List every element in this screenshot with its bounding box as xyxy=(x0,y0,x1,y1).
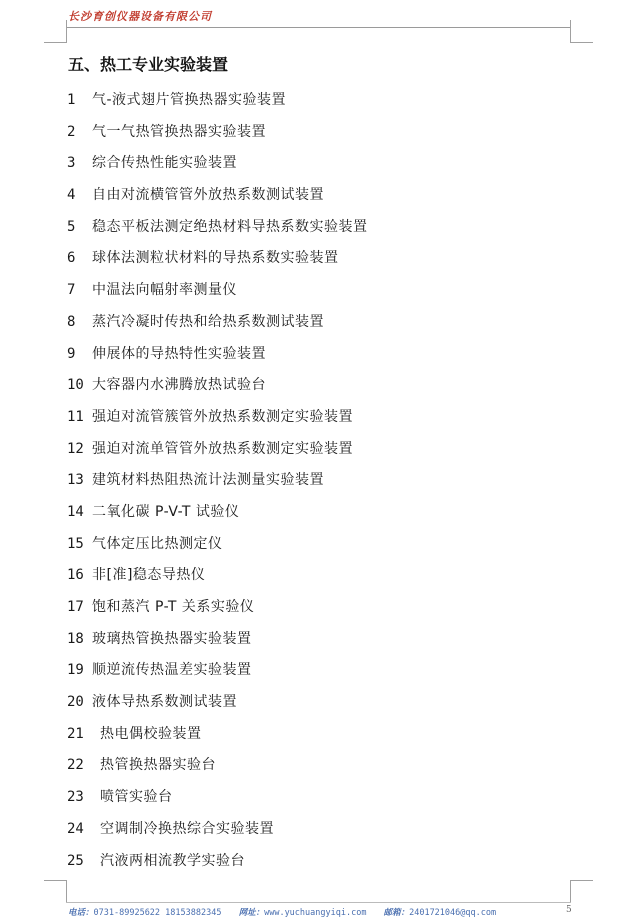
item-text: 气一气热管换热器实验装置 xyxy=(92,123,266,140)
item-text: 气体定压比热测定仪 xyxy=(92,535,223,552)
list-item xyxy=(67,310,368,342)
list-item xyxy=(67,120,368,152)
list-item xyxy=(67,215,368,247)
item-number: 5 xyxy=(67,218,76,235)
item-number: 11 xyxy=(67,408,84,425)
item-number: 21 xyxy=(67,725,84,742)
item-number: 19 xyxy=(67,662,84,679)
list-item xyxy=(67,151,368,183)
item-text: 顺逆流传热温差实验装置 xyxy=(92,662,252,679)
crop-mark-bottom-right xyxy=(570,880,593,903)
item-number: 2 xyxy=(67,123,76,140)
item-number: 18 xyxy=(67,630,84,647)
item-number: 22 xyxy=(67,757,84,774)
item-number: 15 xyxy=(67,535,84,552)
item-text: 非[准]稳态导热仪 xyxy=(92,567,206,584)
item-text: 热电偶校验装置 xyxy=(100,725,202,742)
item-number: 4 xyxy=(67,187,76,204)
item-number: 12 xyxy=(67,440,84,457)
item-number: 10 xyxy=(67,377,84,394)
list-item xyxy=(67,690,368,722)
email-value[interactable]: 2401721046@qq.com xyxy=(409,908,497,918)
item-text: 伸展体的导热特性实验装置 xyxy=(92,345,266,362)
crop-mark-bottom-left xyxy=(44,880,67,903)
list-item xyxy=(67,246,368,278)
item-text: 中温法向幅射率测量仪 xyxy=(92,282,237,299)
list-item xyxy=(67,785,368,817)
item-number: 13 xyxy=(67,472,84,489)
equipment-list xyxy=(67,88,368,880)
item-text: 汽液两相流教学实验台 xyxy=(100,852,245,869)
item-text: 空调制冷换热综合实验装置 xyxy=(100,820,274,837)
list-item xyxy=(67,658,368,690)
page-number: 5 xyxy=(566,905,572,915)
list-item xyxy=(67,88,368,120)
item-number: 23 xyxy=(67,789,84,806)
list-item xyxy=(67,500,368,532)
list-item xyxy=(67,342,368,374)
item-text: 稳态平板法测定绝热材料导热系数实验装置 xyxy=(92,218,368,235)
list-item xyxy=(67,563,368,595)
phone-label: 电话： xyxy=(68,908,94,918)
item-text: 大容器内水沸腾放热试验台 xyxy=(92,377,266,394)
list-item xyxy=(67,278,368,310)
list-item xyxy=(67,532,368,564)
item-text: 气-液式翅片管换热器实验装置 xyxy=(92,92,287,108)
list-item xyxy=(67,627,368,659)
list-item xyxy=(67,753,368,785)
list-item xyxy=(67,468,368,500)
item-number: 14 xyxy=(67,503,84,520)
crop-mark-top-right xyxy=(570,20,593,43)
item-text: 液体导热系数测试装置 xyxy=(92,694,237,711)
item-number: 25 xyxy=(67,852,84,869)
item-number: 16 xyxy=(67,567,84,584)
list-item xyxy=(67,722,368,754)
item-number: 24 xyxy=(67,820,84,837)
list-item xyxy=(67,817,368,849)
item-text: 喷管实验台 xyxy=(100,789,173,806)
item-number: 20 xyxy=(67,694,84,711)
item-number: 7 xyxy=(67,282,76,299)
email-label: 邮箱： xyxy=(383,908,410,918)
list-item xyxy=(67,595,368,627)
item-text: 二氧化碳 P-V-T 试验仪 xyxy=(92,503,240,520)
web-label: 网址： xyxy=(238,908,265,918)
phone-value: 0731-89925622 18153882345 xyxy=(93,908,222,918)
item-text: 蒸汽冷凝时传热和给热系数测试装置 xyxy=(92,313,324,330)
footer-divider xyxy=(66,902,571,903)
footer-contact xyxy=(68,906,496,918)
web-value[interactable]: www.yuchuangyiqi.com xyxy=(264,908,367,918)
list-item xyxy=(67,183,368,215)
crop-mark-top-left xyxy=(44,20,67,43)
item-text: 热管换热器实验台 xyxy=(100,757,216,774)
item-number: 1 xyxy=(67,92,76,108)
section-title: 五、热工专业实验装置 xyxy=(68,55,229,74)
list-item xyxy=(67,405,368,437)
item-text: 饱和蒸汽 P-T 关系实验仪 xyxy=(92,599,255,615)
item-number: 9 xyxy=(67,345,76,362)
item-number: 17 xyxy=(67,599,84,615)
header-divider xyxy=(66,27,571,28)
item-text: 强迫对流管簇管外放热系数测定实验装置 xyxy=(92,408,353,425)
item-number: 8 xyxy=(67,313,76,330)
item-number: 3 xyxy=(67,155,76,172)
item-text: 建筑材料热阻热流计法测量实验装置 xyxy=(92,472,324,489)
item-text: 球体法测粒状材料的导热系数实验装置 xyxy=(92,250,339,267)
item-number: 6 xyxy=(67,250,76,267)
item-text: 强迫对流单管管外放热系数测定实验装置 xyxy=(92,440,353,457)
item-text: 综合传热性能实验装置 xyxy=(92,155,237,172)
item-text: 自由对流横管管外放热系数测试装置 xyxy=(92,187,324,204)
list-item xyxy=(67,437,368,469)
list-item xyxy=(67,373,368,405)
company-brand: 长沙育创仪器设备有限公司 xyxy=(68,10,212,23)
list-item xyxy=(67,849,368,881)
item-text: 玻璃热管换热器实验装置 xyxy=(92,630,252,647)
